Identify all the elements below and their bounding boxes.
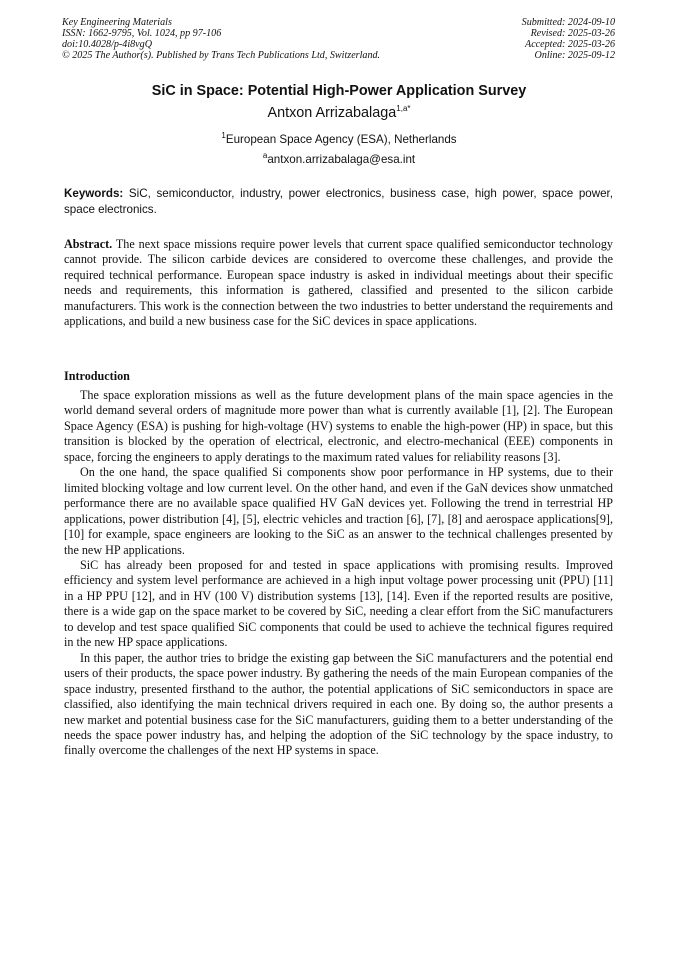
issn-line: ISSN: 1662-9795, Vol. 1024, pp 97-106: [62, 28, 222, 40]
abstract-text: The next space missions require power levels that current space qualified semiconductor technology cannot provide. The silicon carbide devices are considered to overcome these challenges, and provide the required technical performance. European space industry is asked in individual meetings about their specific needs and requirements, this information is gathered, classified and presented to the silicon carbide manufacturers. This work is the connection between the two industries to better understand the requirements and applications, and build a new business case for the SiC devices in space applications.: [64, 237, 613, 329]
abstract-label: Abstract.: [64, 237, 113, 251]
journal-info: [62, 17, 380, 61]
abstract-block: [64, 237, 613, 330]
email-line: [0, 153, 678, 166]
intro-paragraph: In this paper, the author tries to bridge the existing gap between the SiC manufacturers and the potential end users of their products, the space power industry. By gathering the needs of the main European companies of the space industry, presented firsthand to the author, the potential applications of SiC semiconductors in space are classified, also identifying the main technical drivers required in each one. By doing so, the author presents a new market and potential business case for the SiC manufacturers, guiding them to a better understanding of the needs the space power industry has, and helping the adoption of the SiC technology by the space industry, to finally overcome the challenges of the next HP systems in space.: [64, 650, 613, 758]
paper-title: SiC in Space: Potential High-Power Application Survey: [151, 83, 527, 99]
author-name: Antxon Arrizabalaga: [267, 105, 397, 121]
author-line: [0, 105, 678, 121]
affiliation-superscript: 1: [221, 131, 226, 141]
affiliation-line: [0, 133, 678, 146]
intro-paragraph: SiC has already been proposed for and tested in space applications with promising results. Improved efficiency and system level performance are achieved in a high input voltage power processing unit (PPU) [11] in a HP PPU [12], and in HV (100 V) distribution systems [13], [14]. Even if the reported results are positive, there is a wide gap on the space market to be covered by SiC, needing a clear effort from the SiC manufacturers to develop and test space qualified SiC components that could be used to achieve the technical figures required in the new HP space applications.: [64, 557, 613, 650]
introduction-heading: Introduction: [64, 369, 130, 383]
doi-line[interactable]: doi:10.4028/p-4i8vgQ: [62, 39, 152, 51]
intro-paragraph: On the one hand, the space qualified Si components show poor performance in HP systems, due to their limited blocking voltage and low current level. On the other hand, and even if the GaN devices show unmatched performance there are no available space qualified HV GaN devices yet. Following the trend in terrestrial HP applications, power distribution [4], [5], electric vehicles and traction [6], [7], [8] and aerospace applications[9], [10] for example, space engineers are looking to the SiC as an answer to the technical challenges presented by the new HP applications.: [64, 465, 613, 557]
introduction-body: [64, 388, 613, 759]
submitted-date: Submitted: 2024-09-10: [521, 17, 615, 28]
author-superscript: 1,a*: [396, 104, 411, 114]
revised-date: Revised: 2025-03-26: [530, 28, 615, 40]
keywords-text: SiC, semiconductor, industry, power electronics, business case, high power, space power, space electronics.: [64, 187, 613, 216]
accepted-date: Accepted: 2025-03-26: [525, 39, 615, 51]
keywords-label: Keywords:: [64, 187, 124, 200]
affiliation-text: European Space Agency (ESA), Netherlands: [225, 133, 457, 146]
online-date: Online: 2025-09-12: [534, 50, 615, 62]
email-superscript: a: [262, 151, 268, 161]
author-email[interactable]: antxon.arrizabalaga@esa.int: [267, 153, 416, 166]
intro-paragraph: The space exploration missions as well as the future development plans of the main space agencies in the world demand several orders of magnitude more power than what is currently available [1], [2]. The European Space Agency (ESA) is pushing for high-voltage (HV) systems to enable the high-power (HP) in space, but this transition is blocked by the operation of electrical, electronic, and electro-mechanical (EEE) components in space, forcing the engineers to apply deratings to the maximum rated values for reliability reasons [3].: [64, 388, 613, 464]
keywords-block: [64, 186, 613, 217]
publication-dates: [522, 17, 615, 61]
copyright-line: © 2025 The Author(s). Published by Trans Tech Publications Ltd, Switzerland.: [62, 50, 381, 62]
journal-name: Key Engineering Materials: [62, 17, 172, 28]
